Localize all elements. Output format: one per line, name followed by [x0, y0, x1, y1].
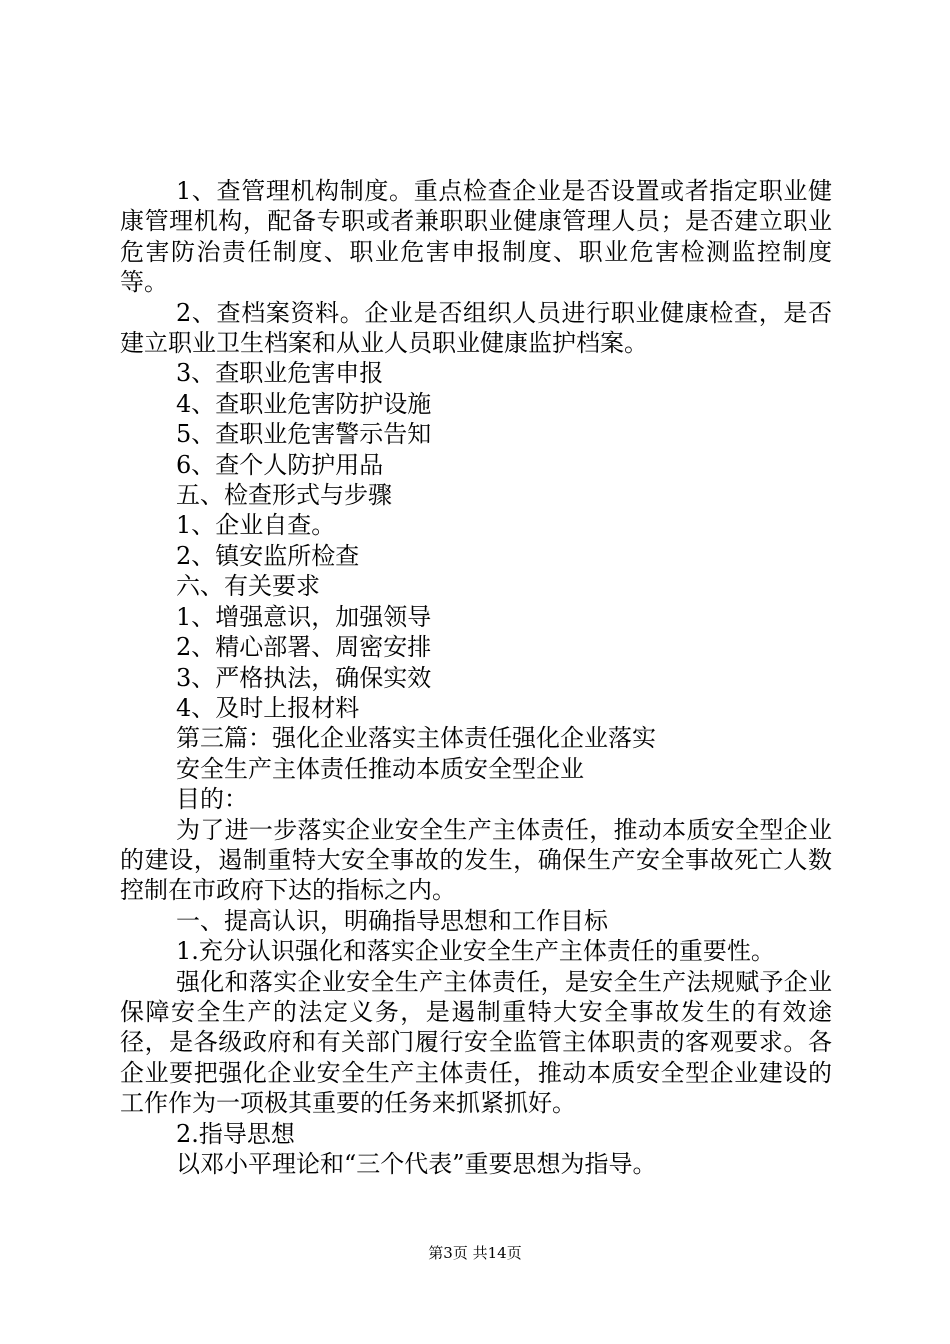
paragraph: 4、及时上报材料	[176, 693, 360, 722]
paragraph: 2、精心部署、周密安排	[176, 633, 432, 662]
paragraph: 为了进一步落实企业安全生产主体责任，推动本质安全型企业的建设，遏制重特大安全事故的发生，确保生产安全事故死亡人数控制在市政府下达的指标之内。	[120, 815, 832, 905]
paragraph: 2、查档案资料。企业是否组织人员进行职业健康检查，是否建立职业卫生档案和从业人员职业健康监护档案。	[120, 298, 832, 358]
paragraph: 3、严格执法，确保实效	[176, 663, 432, 692]
paragraph: 6、查个人防护用品	[176, 450, 384, 479]
paragraph: 2.指导思想	[176, 1119, 295, 1148]
paragraph: 1、查管理机构制度。重点检查企业是否设置或者指定职业健康管理机构，配备专职或者兼职职业健康管理人员；是否建立职业危害防治责任制度、职业危害申报制度、职业危害检测监控制度等。	[120, 177, 832, 297]
paragraph: 以邓小平理论和“三个代表”重要思想为指导。	[176, 1150, 657, 1178]
paragraph: 3、查职业危害申报	[176, 359, 384, 388]
page-number-footer: 第3页 共14页	[428, 1244, 522, 1262]
section-heading: 一、提高认识，明确指导思想和工作目标	[176, 906, 608, 935]
section-heading: 五、检查形式与步骤	[176, 481, 392, 510]
paragraph: 2、镇安监所检查	[176, 541, 360, 570]
paragraph: 1、增强意识，加强领导	[176, 602, 432, 631]
document-body	[120, 176, 832, 1179]
paragraph: 1、企业自查。	[176, 511, 336, 540]
section-heading: 六、有关要求	[176, 572, 320, 601]
paragraph: 1.充分认识强化和落实企业安全生产主体责任的重要性。	[176, 937, 775, 966]
paragraph: 强化和落实企业安全生产主体责任，是安全生产法规赋予企业保障安全生产的法定义务，是遏制重特大安全事故发生的有效途径，是各级政府和有关部门履行安全监管主体职责的客观要求。各企业要把强化企业安全生产主体责任，推动本质安全型企业建设的工作作为一项极其重要的任务来抓紧抓好。	[120, 967, 832, 1118]
paragraph: 目的：	[176, 785, 248, 814]
paragraph: 5、查职业危害警示告知	[176, 420, 432, 449]
chapter-title: 安全生产主体责任推动本质安全型企业	[176, 754, 584, 783]
chapter-title: 第三篇：强化企业落实主体责任强化企业落实	[176, 724, 656, 753]
paragraph: 4、查职业危害防护设施	[176, 389, 432, 418]
